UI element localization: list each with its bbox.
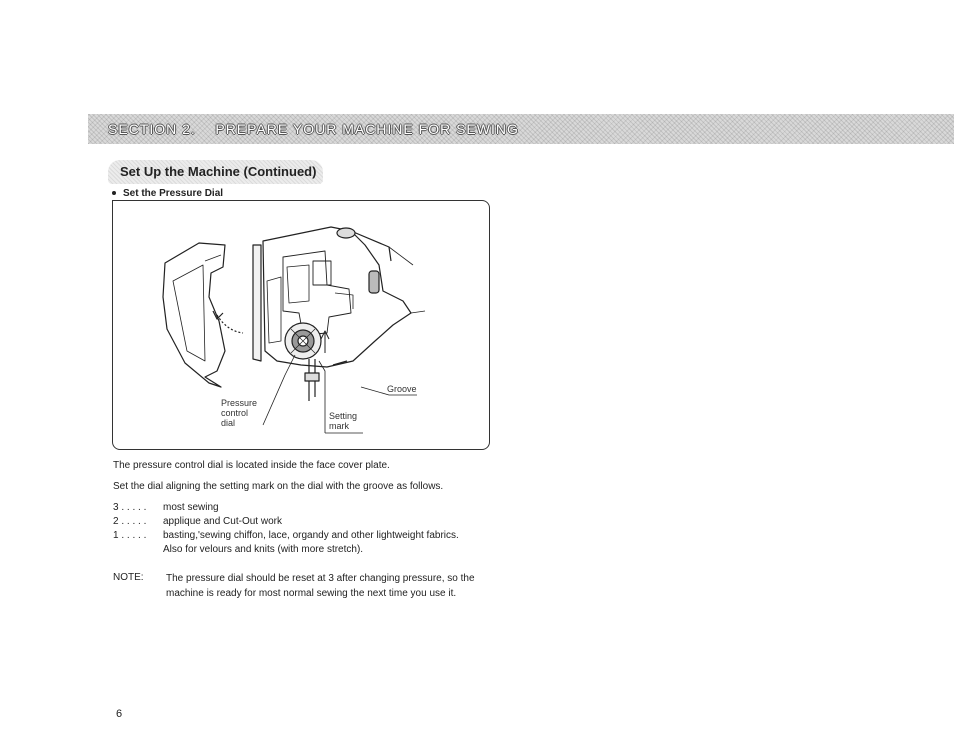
body-paragraph-1: The pressure control dial is located inside the face cover plate. (113, 460, 390, 471)
setting-description: applique and Cut-Out work (163, 516, 282, 527)
section-banner (88, 114, 954, 144)
setting-number: 2 . . . . . (113, 516, 147, 527)
setting-row-1-cont (113, 544, 363, 555)
bullet-heading-text: Set the Pressure Dial (123, 188, 224, 199)
label-setting-mark (329, 411, 357, 431)
page-number: 6 (116, 708, 123, 720)
label-setting-line1: Setting (329, 411, 358, 421)
setting-description: Also for velours and knits (with more stretch). (163, 544, 364, 555)
label-pressure-control-dial (221, 398, 257, 428)
bullet-heading (112, 188, 223, 199)
note-label: NOTE: (113, 572, 144, 583)
sewing-machine-illustration (113, 201, 491, 451)
setting-description: most sewing (163, 502, 219, 513)
illustration-frame (112, 200, 490, 450)
setting-number: 1 . . . . . (113, 530, 147, 541)
body-paragraph-2: Set the dial aligning the setting mark on the dial with the groove as follows. (113, 481, 444, 492)
page-subtitle: Set Up the Machine (Continued) (120, 164, 317, 179)
subtitle-tab (108, 160, 323, 184)
note-text: The pressure dial should be reset at 3 after changing pressure, so the machine is ready for most normal sewing the next time you use it. (166, 573, 475, 599)
setting-row-2 (113, 516, 282, 527)
label-setting-line2: mark (329, 421, 349, 431)
label-pressure-line2: control (221, 408, 249, 418)
face-cover-plate (163, 243, 225, 387)
setting-row-1 (113, 530, 459, 541)
label-groove: Groove (387, 384, 417, 394)
label-pressure-line3: dial (221, 418, 236, 428)
setting-description: basting,'sewing chiffon, lace, organdy and other lightweight fabrics. (163, 530, 459, 541)
setting-row-3 (113, 502, 219, 513)
bullet-icon (112, 191, 116, 195)
setting-number: 3 . . . . . (113, 502, 147, 513)
section-title: SECTION 2. PREPARE YOUR MACHINE FOR SEWING (108, 121, 519, 137)
label-pressure-line1: Pressure (221, 398, 258, 408)
